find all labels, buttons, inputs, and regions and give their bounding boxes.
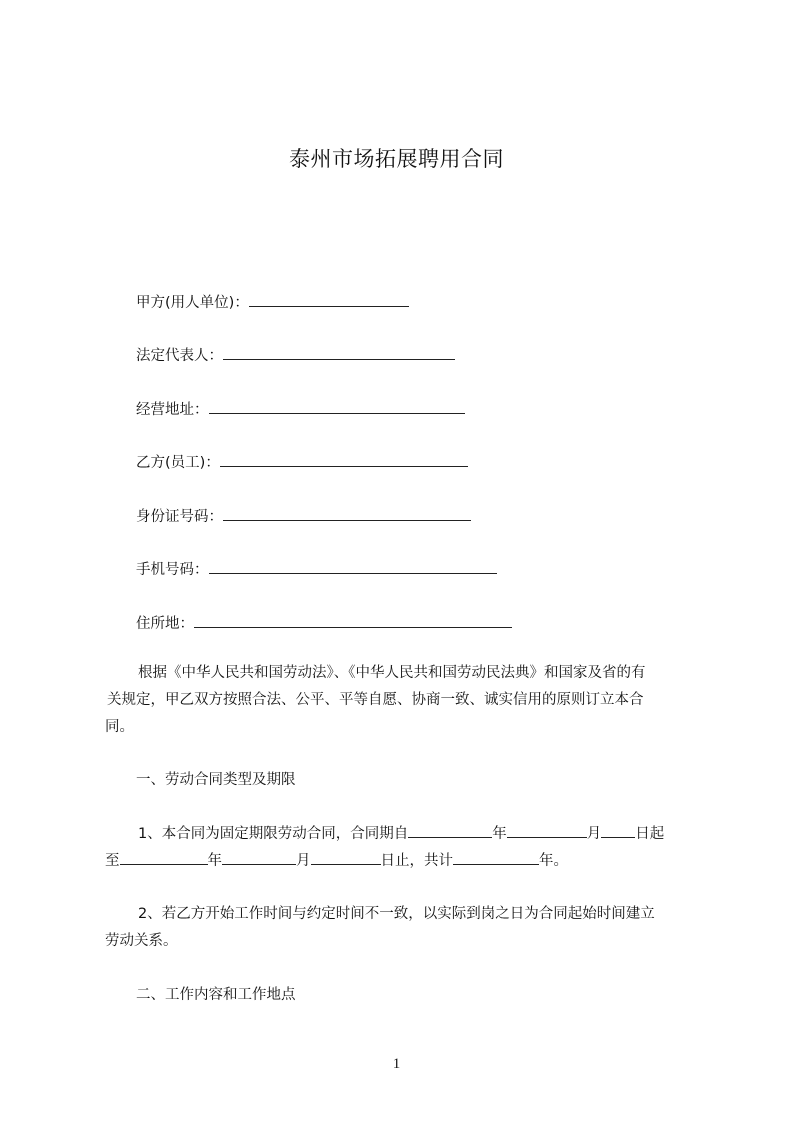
intro-line-1: 根据《中华人民共和国劳动法》、《中华人民共和国劳动民法典》和国家及省的有 [138,665,646,681]
blank-start-month [507,823,587,838]
clause-1-month-1: 月 [586,826,602,842]
section-1-heading: 一、劳动合同类型及期限 [136,772,296,788]
clause-2 [105,901,715,955]
field-employee-label: 乙方(员工)： [136,455,220,471]
section-2-heading: 二、工作内容和工作地点 [136,987,296,1003]
field-employee-blank [220,452,468,467]
clause-1 [105,821,715,875]
blank-total-years [453,850,539,865]
field-address-label: 经营地址： [136,402,209,418]
field-address-blank [209,399,465,414]
clause-1-text-a: 1、本合同为固定期限劳动合同，合同期自 [138,826,409,842]
field-id-number [136,506,471,527]
clause-1-line-1 [105,821,715,848]
field-phone-blank [209,559,497,574]
field-residence-label: 住所地： [136,616,194,632]
clause-1-year-3: 年。 [539,853,568,869]
field-residence [136,613,512,634]
blank-start-year [408,823,492,838]
clause-2-line-2: 劳动关系。 [105,933,178,949]
field-id-number-label: 身份证号码： [136,509,223,525]
field-phone-label: 手机号码： [136,562,209,578]
intro-paragraph [105,660,715,741]
clause-2-line-1: 2、若乙方开始工作时间与约定时间不一致，以实际到岗之日为合同起始时间建立 [138,906,655,922]
clause-1-text-b: 至 [105,853,120,869]
field-address [136,399,465,420]
document-title: 泰州市场拓展聘用合同 [289,147,504,171]
field-legal-rep-label: 法定代表人： [136,348,223,364]
clause-1-line-2 [105,848,715,875]
field-employee [136,452,468,473]
clause-1-year-2: 年 [207,853,222,869]
page-number: 1 [392,1056,401,1072]
blank-start-day [601,823,635,838]
intro-line-3: 同。 [105,719,134,735]
field-phone [136,559,497,580]
clause-1-day-1: 日起 [635,826,665,842]
blank-end-year [120,850,208,865]
blank-end-day [311,850,381,865]
field-employer [136,292,409,313]
field-legal-rep [136,345,455,366]
field-residence-blank [194,613,512,628]
clause-1-year-1: 年 [492,826,507,842]
field-employer-label: 甲方(用人单位)： [136,295,249,311]
clause-1-day-2: 日止，共计 [380,853,453,869]
intro-line-2: 关规定，甲乙双方按照合法、公平、平等自愿、协商一致、诚实信用的原则订立本合 [107,692,644,708]
clause-1-month-2: 月 [296,853,311,869]
blank-end-month [222,850,296,865]
field-employer-blank [249,292,409,307]
field-legal-rep-blank [223,345,455,360]
field-id-number-blank [223,506,471,521]
